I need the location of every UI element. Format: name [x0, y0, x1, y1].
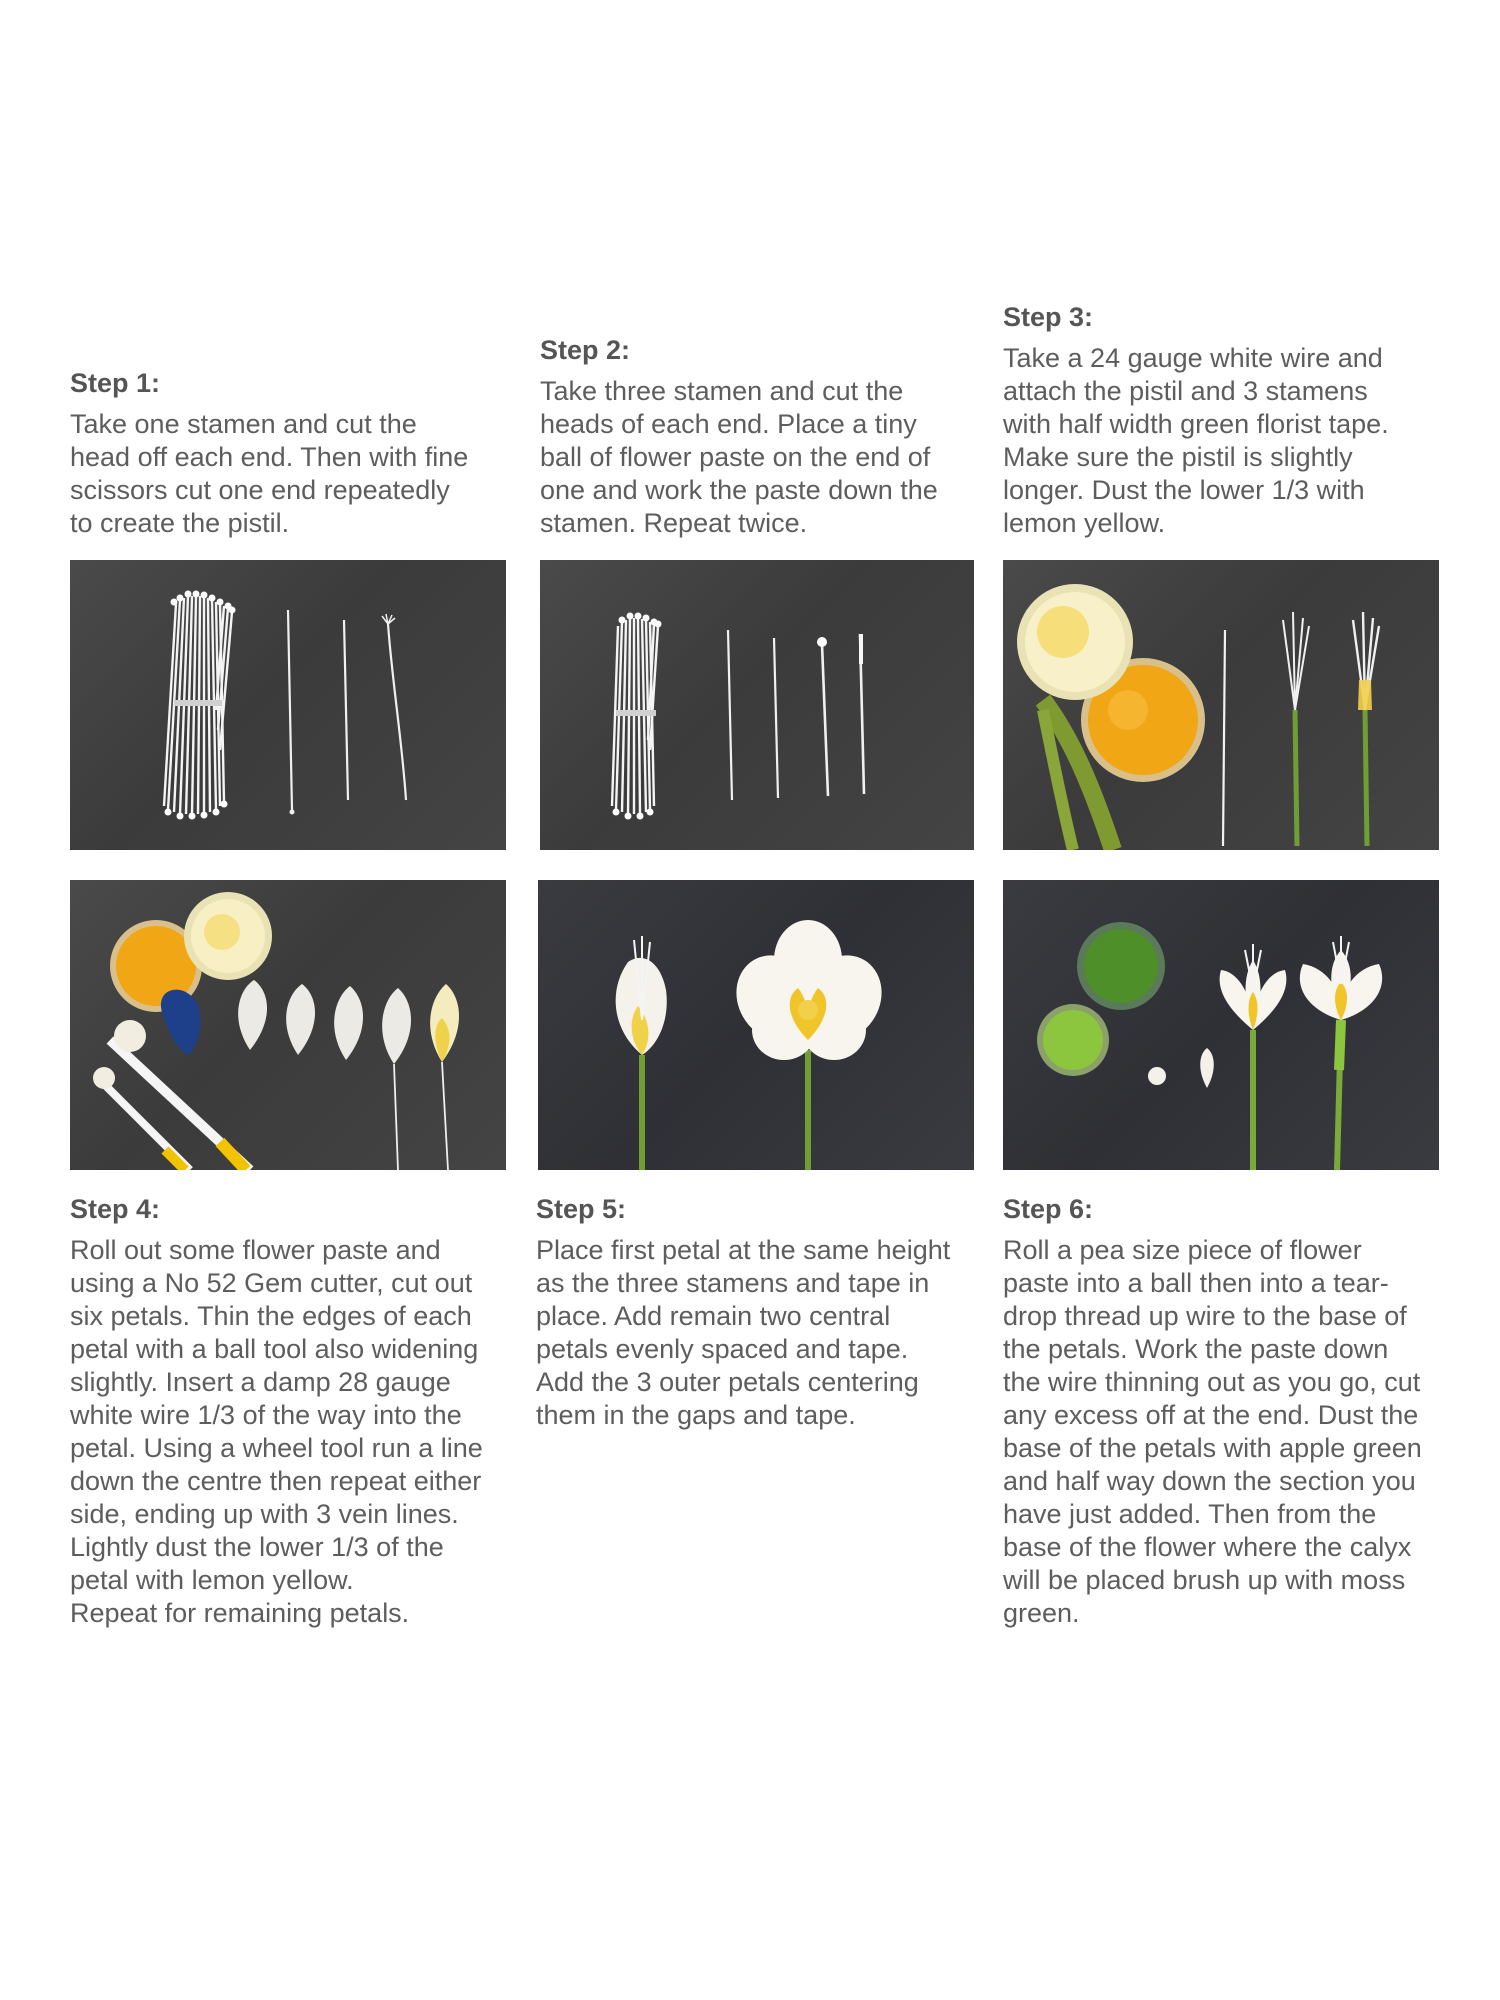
step-4-heading: Step 4:	[70, 1194, 161, 1224]
step-6-heading: Step 6:	[1003, 1194, 1094, 1224]
step-4-text: Roll out some flower paste and using a No 52 Gem cutter, cut out six petals. Thin the edges of each petal with a ball tool also widening slightly. Insert a damp 28 gauge white wire 1/3 of the way into the petal. Using a wheel tool run a line down the centre then repeat either side, ending up with 3 vein lines. Lightly dust the lower 1/3 of the petal with lemon yellow. Repeat for remaining petals.	[70, 1235, 483, 1628]
step-6-photo	[1003, 880, 1439, 1170]
step-3-photo	[1003, 560, 1439, 850]
step-2-text: Take three stamen and cut the heads of each end. Place a tiny ball of flower paste on the end of one and work the paste down the stamen. Repeat twice.	[540, 376, 938, 538]
stamen-bundle-illustration	[70, 560, 506, 850]
step-2-heading: Step 2:	[540, 335, 631, 365]
step-3-heading: Step 3:	[1003, 302, 1094, 332]
step-6-text: Roll a pea size piece of flower paste into a ball then into a tear- drop thread up wire to the base of the petals. Work the paste down the wire thinning out as you go, cut any excess off at the end. Dust the base of the petals with apple green and half way down the section you have just added. Then from the base of the flower where the calyx will be placed brush up with moss green.	[1003, 1235, 1422, 1628]
step-1-photo	[70, 560, 506, 850]
assembled-petals-illustration	[538, 880, 974, 1170]
step-5-photo	[538, 880, 974, 1170]
petals-and-tools-illustration	[70, 880, 506, 1170]
taped-stamens-illustration	[1003, 560, 1439, 850]
step-1-text: Take one stamen and cut the head off each end. Then with fine scissors cut one end repeatedly to create the pistil.	[70, 409, 469, 538]
stamens-with-paste-illustration	[540, 560, 974, 850]
step-3-text: Take a 24 gauge white wire and attach the pistil and 3 stamens with half width green florist tape. Make sure the pistil is slightly longer. Dust the lower 1/3 with lemon yellow.	[1003, 343, 1389, 538]
finished-flowers-illustration	[1003, 880, 1439, 1170]
step-2-photo	[540, 560, 974, 850]
step-5-text: Place first petal at the same height as the three stamens and tape in place. Add remain two central petals evenly spaced and tape. Add the 3 outer petals centering them in the gaps and tape.	[536, 1235, 951, 1430]
step-4-photo	[70, 880, 506, 1170]
step-5-heading: Step 5:	[536, 1194, 627, 1224]
step-1-heading: Step 1:	[70, 368, 161, 398]
